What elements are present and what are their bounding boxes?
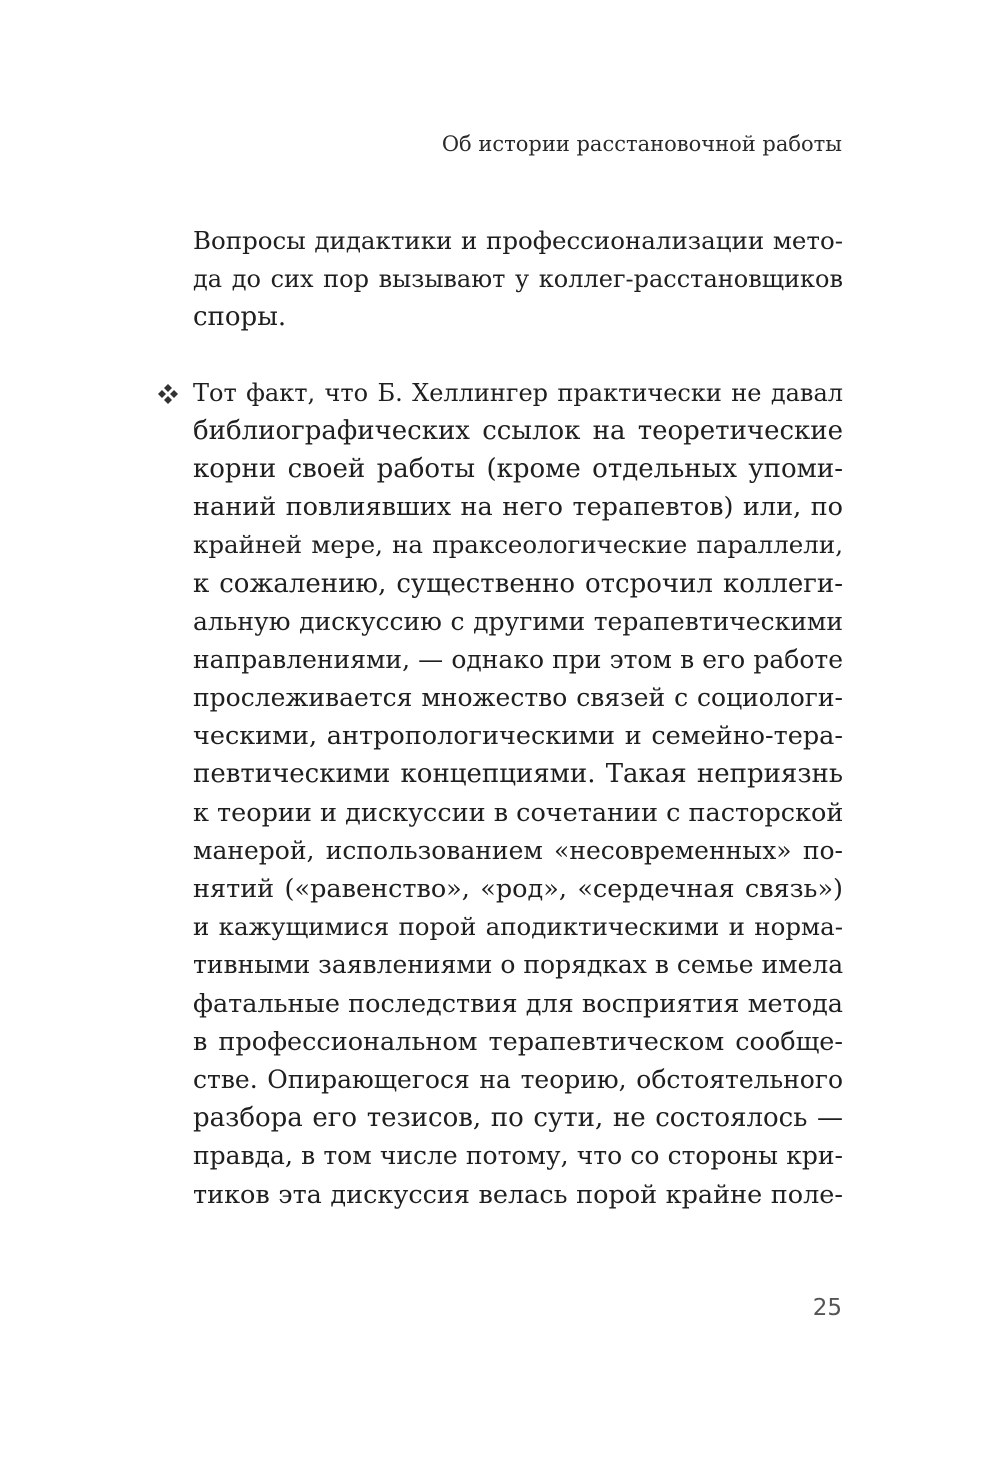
text-line: корни своей работы (кроме отдельных упоми- [193, 453, 843, 484]
text-line: ческими, антропологическими и семейно-тера- [193, 721, 843, 752]
text-line: тивными заявлениями о порядках в семье имела [193, 950, 844, 980]
text-line: нятий («равенство», «род», «сердечная связь») [193, 874, 843, 904]
page-number: 25 [812, 1295, 842, 1321]
text-line: прослеживается множество связей с социологи- [193, 683, 843, 713]
text-line: тиков эта дискуссия велась порой крайне поле- [193, 1179, 843, 1210]
text-line: библиографических ссылок на теоретические [193, 415, 843, 446]
running-header: Об истории расстановочной работы [441, 132, 842, 156]
text-line: фатальные последствия для восприятия метода [193, 988, 843, 1019]
text-line: да до сих пор вызывают у коллег-расстановщиков [193, 265, 843, 294]
text-line: Тот факт, что Б. Хеллингер практически не давал [193, 378, 843, 407]
four-diamond-bullet-icon [157, 383, 179, 405]
text-line: певтическими концепциями. Такая неприязнь [193, 759, 843, 790]
text-line: к сожалению, существенно отсрочил коллеги- [193, 568, 843, 599]
text-line: разбора его тезисов, по сути, не состоялось — [193, 1103, 843, 1134]
text-line: альную дискуссию с другими терапевтическими [193, 606, 843, 636]
text-line: стве. Опирающегося на теорию, обстоятельного [193, 1064, 843, 1094]
paragraph-didactics [193, 222, 843, 337]
text-line: в профессиональном терапевтическом сообще- [193, 1026, 843, 1057]
text-line: наний повлиявших на него терапевтов) или, по [193, 492, 843, 523]
text-line: к теории и дискуссии в сочетании с пасторской [193, 797, 844, 828]
paragraph-spacer [193, 337, 843, 374]
text-line: споры. [193, 302, 287, 333]
text-line: направлениями, — однако при этом в его работе [193, 644, 843, 674]
text-line: и кажущимися порой аподиктическими и норма- [193, 912, 843, 942]
text-line: Вопросы дидактики и профессионализации мето- [193, 226, 843, 255]
text-line: манерой, использованием «несовременных» по- [193, 835, 843, 865]
text-line: правда, в том числе потому, что со стороны кри- [193, 1141, 843, 1171]
bullet-paragraph-hellinger [193, 374, 843, 1214]
body-text [193, 222, 843, 1214]
text-line: крайней мере, на праксеологические параллели, [193, 530, 843, 560]
